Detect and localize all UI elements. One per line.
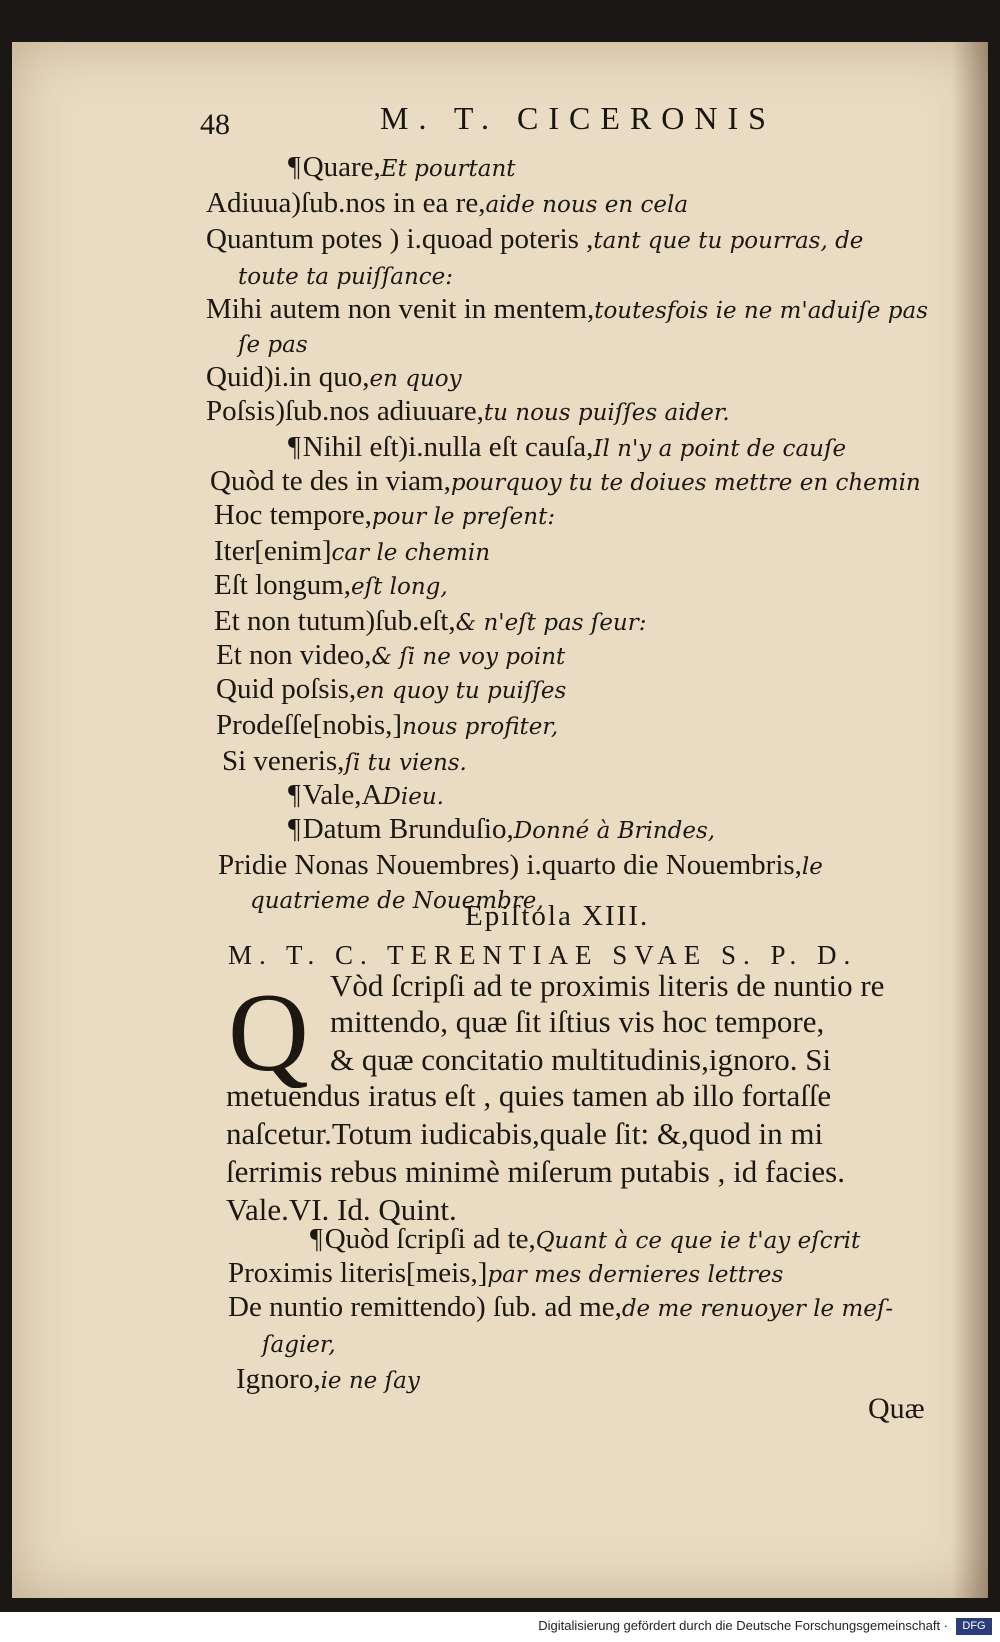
gloss-line [206, 360, 462, 396]
gloss-line [288, 150, 516, 186]
french-gloss: de me renuoyer le meſ- [621, 1296, 894, 1322]
french-gloss: ie ne ſay [320, 1368, 420, 1394]
epistle-line: Vòd ſcripſi ad te proximis literis de nuntio re [330, 968, 885, 1003]
running-title: M. T. CICERONIS [380, 100, 776, 136]
french-gloss: Quant à ce que ie t'ay eſcrit [535, 1228, 861, 1254]
french-gloss: ſagier, [262, 1332, 336, 1358]
latin-text: Vale,A [302, 779, 383, 811]
epistle-address: M. T. C. TERENTIAE SVAE S. P. D. [228, 940, 858, 970]
french-gloss: Et pourtant [380, 156, 516, 182]
gloss-line [238, 258, 453, 294]
gloss-line [222, 744, 467, 780]
latin-text: Datum Brunduſio, [302, 813, 514, 845]
gloss-line [206, 394, 730, 430]
catchword: Quæ [868, 1392, 925, 1425]
french-gloss: ſi tu viens. [344, 750, 467, 776]
latin-text: Quare, [302, 151, 381, 183]
french-gloss: Donné à Brindes, [513, 818, 716, 844]
gloss-line [206, 292, 928, 328]
latin-text: Si veneris, [222, 745, 345, 777]
french-gloss: quatrieme de Nouembre, [250, 888, 544, 914]
french-gloss: nous profiter, [402, 714, 559, 740]
french-gloss: & ſi ne voy point [371, 644, 566, 670]
latin-text: Pridie Nonas Nouembres) i.quarto die Nouembris, [218, 849, 802, 881]
french-gloss: toutesfois ie ne m'aduiſe pas [594, 298, 929, 324]
gloss-line [216, 638, 565, 674]
french-gloss: toute ta puiſſance: [238, 264, 454, 290]
french-gloss: ſe pas [238, 332, 308, 358]
french-gloss: Dieu. [382, 784, 444, 810]
latin-text: Quantum potes ) i.quoad poteris , [206, 223, 594, 255]
funding-note: Digitalisierung gefördert durch die Deutsche Forschungsgemeinschaft · [538, 1618, 948, 1633]
latin-text: Poſsis)ſub.nos adiuuare, [206, 395, 484, 427]
digitization-footer [0, 1612, 1000, 1642]
french-gloss: tu nous puiſſes aider. [483, 400, 730, 426]
gloss-line [216, 672, 566, 708]
latin-text: Proximis literis[meis,] [228, 1257, 488, 1289]
latin-text: Prodeſſe[nobis,] [216, 709, 403, 741]
latin-text: Et non tutum)ſub.eſt, [214, 605, 456, 637]
latin-text: Mihi autem non venit in mentem, [206, 293, 595, 325]
dfg-logo: DFG [956, 1618, 992, 1635]
pilcrow-mark: ¶ [288, 432, 301, 463]
svg-text:Q: Q [228, 978, 309, 1088]
epistle-line: naſcetur.Totum iudicabis,quale ſit: &,quod in mi [226, 1116, 824, 1151]
pilcrow-mark: ¶ [310, 1224, 323, 1255]
gloss-line [214, 568, 448, 604]
gloss-line [262, 1326, 336, 1362]
french-gloss: Il n'y a point de cauſe [593, 436, 847, 462]
latin-text: Eſt longum, [214, 569, 351, 601]
pilcrow-mark: ¶ [288, 152, 301, 183]
gloss-line [206, 222, 863, 258]
latin-text: Quid poſsis, [216, 673, 357, 705]
latin-text: Ignoro, [236, 1363, 321, 1395]
french-gloss: pourquoy tu te doiues mettre en chemin [450, 470, 921, 496]
gloss-line [210, 464, 921, 500]
gloss-line [214, 604, 646, 640]
latin-text: Quòd ſcripſi ad te, [324, 1223, 536, 1255]
french-gloss: par mes dernieres lettres [487, 1262, 784, 1288]
french-gloss: aide nous en cela [485, 192, 689, 218]
pilcrow-mark: ¶ [288, 814, 301, 845]
gloss-line [236, 1362, 420, 1398]
french-gloss: car le chemin [331, 540, 491, 566]
latin-text: Quòd te des in viam, [210, 465, 451, 497]
pilcrow-mark: ¶ [288, 780, 301, 811]
french-gloss: pour le preſent: [371, 504, 556, 530]
gloss-line [288, 778, 444, 814]
gloss-line [214, 534, 490, 570]
gloss-line [206, 186, 688, 222]
gloss-line [238, 326, 308, 362]
gloss-line [216, 708, 558, 744]
epistle-line: Vale.VI. Id. Quint. [226, 1192, 457, 1227]
french-gloss: en quoy [369, 366, 462, 392]
french-gloss: & n'eſt pas ſeur: [455, 610, 647, 636]
page-number: 48 [200, 108, 230, 141]
gloss-line [288, 812, 715, 848]
french-gloss: le [801, 854, 823, 880]
epistle-line: & quæ concitatio multitudinis,ignoro. Si [330, 1042, 832, 1077]
gloss-line [218, 848, 823, 884]
latin-text: Iter[enim] [214, 535, 332, 567]
gloss-line [310, 1222, 860, 1258]
dropcap-q [226, 978, 336, 1088]
gloss-line [288, 430, 846, 466]
latin-text: Nihil eſt)i.nulla eſt cauſa, [302, 431, 594, 463]
epistle-line: ſerrimis rebus minimè miſerum putabis , id facies. [226, 1154, 846, 1189]
latin-text: Hoc tempore, [214, 499, 372, 531]
latin-text: Adiuua)ſub.nos in ea re, [206, 187, 486, 219]
latin-text: De nuntio remittendo) ſub. ad me, [228, 1291, 622, 1323]
french-gloss: tant que tu pourras, de [593, 228, 864, 254]
gloss-line [214, 498, 555, 534]
gloss-line [228, 1256, 783, 1292]
epistle-title: Epiſtola XIII. [465, 900, 650, 932]
french-gloss: en quoy tu puiſſes [356, 678, 567, 704]
epistle-line: mittendo, quæ ſit iſtius vis hoc tempore, [330, 1004, 825, 1039]
page-gutter-shadow [952, 42, 988, 1598]
french-gloss: eſt long, [350, 574, 448, 600]
gloss-line [228, 1290, 893, 1326]
epistle-line: metuendus iratus eſt , quies tamen ab illo fortaſſe [226, 1078, 832, 1113]
latin-text: Quid)i.in quo, [206, 361, 370, 393]
latin-text: Et non video, [216, 639, 372, 671]
